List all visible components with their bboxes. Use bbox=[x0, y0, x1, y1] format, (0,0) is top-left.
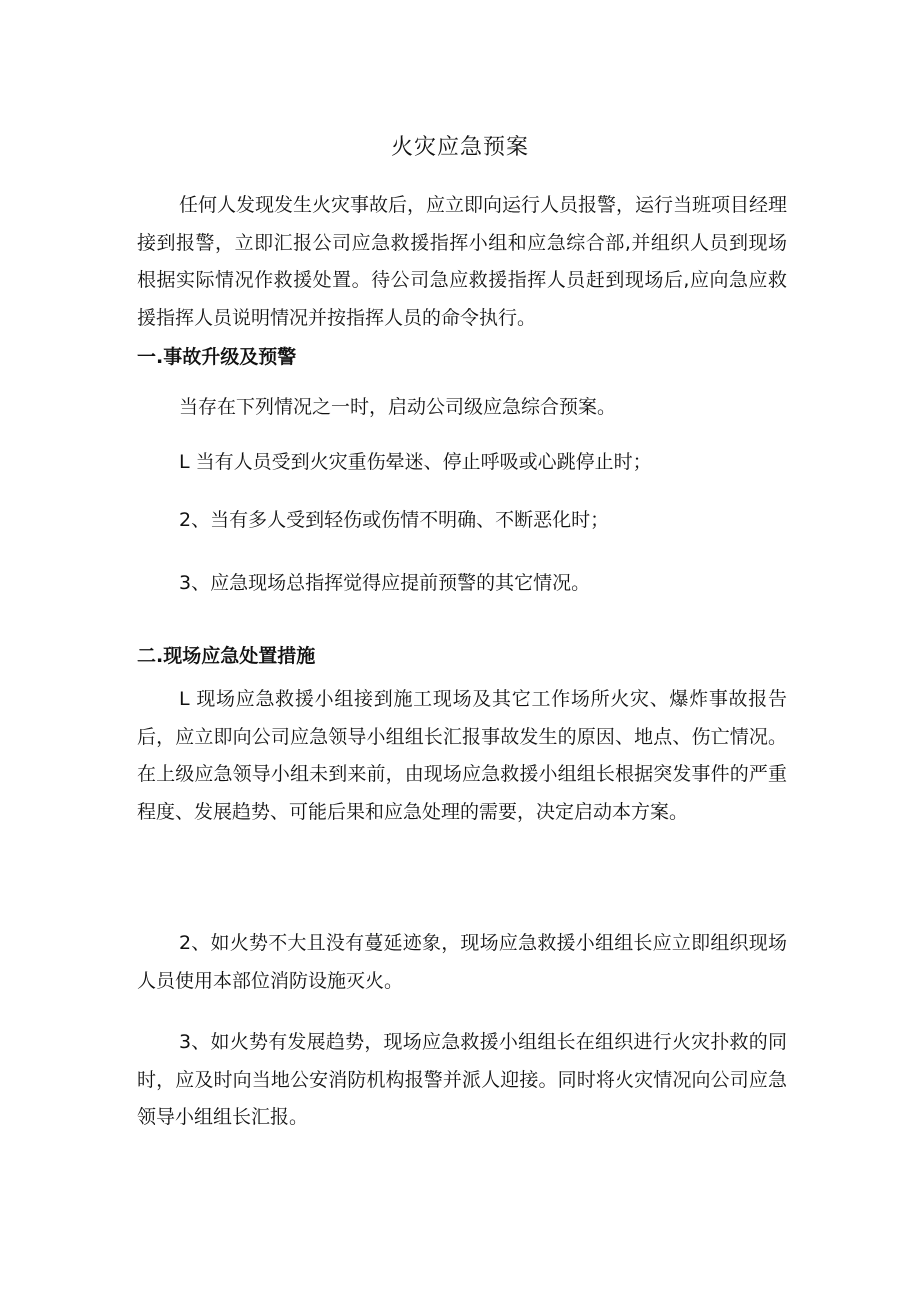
document-title: 火灾应急预案 bbox=[390, 135, 529, 160]
section-lead-text: 当存在下列情况之一时，启动公司级应急综合预案。 bbox=[179, 396, 617, 418]
section-heading-escalation: 一.事故升级及预警 bbox=[137, 346, 297, 368]
list-item: L 当有人员受到火灾重伤晕迷、停止呼吸或心跳停止时； bbox=[179, 451, 652, 473]
measure-paragraph: 3、如火势有发展趋势，现场应急救援小组组长在组织进行火灾扑救的同时，应及时向当地公安消防机构报警并派人迎接。同时将火灾情况向公司应急领导小组组长汇报。 bbox=[137, 1031, 787, 1128]
measure-paragraph: 2、如火势不大且没有蔓延迹象，现场应急救援小组组长应立即组织现场人员使用本部位消防设施灭火。 bbox=[137, 932, 787, 992]
section-heading-measures: 二.现场应急处置措施 bbox=[137, 645, 316, 667]
intro-paragraph: 任何人发现发生火灾事故后，应立即向运行人员报警，运行当班项目经理接到报警，立即汇报公司应急救援指挥小组和应急综合部,并组织人员到现场根据实际情况作救援处置。待公司急应救援指挥人员赶到现场后,应向急应救援指挥人员说明情况并按指挥人员的命令执行。 bbox=[137, 194, 788, 329]
list-item: 2、当有多人受到轻伤或伤情不明确、不断恶化时； bbox=[179, 509, 610, 531]
measure-paragraph: L 现场应急救援小组接到施工现场及其它工作场所火灾、爆炸事故报告后，应立即向公司应急领导小组组长汇报事故发生的原因、地点、伤亡情况。在上级应急领导小组未到来前，由现场应急救援小组组长根据突发事件的严重程度、发展趋势、可能后果和应急处理的需要，决定启动本方案。 bbox=[137, 688, 787, 823]
list-item: 3、应急现场总指挥觉得应提前预警的其它情况。 bbox=[179, 572, 591, 594]
